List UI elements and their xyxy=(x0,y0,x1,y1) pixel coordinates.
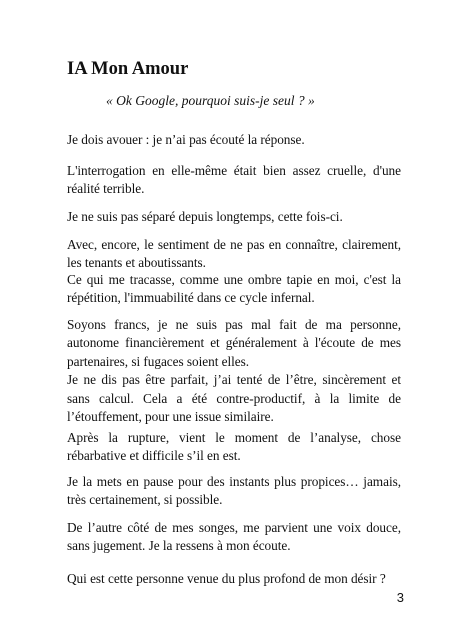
paragraph-7: Après la rupture, vient le moment de l’analyse, chose rébarbative et difficile s’il en est. xyxy=(67,430,401,464)
paragraph-5: Ce qui me tracasse, comme une ombre tapie en moi, c'est la répétition, l'immuabilité dans ce cycle infernal. xyxy=(67,272,401,306)
epigraph: « Ok Google, pourquoi suis-je seul ? » xyxy=(106,93,315,108)
paragraph-4: Avec, encore, le sentiment de ne pas en connaître, clairement, les tenants et aboutissants. xyxy=(67,237,401,271)
paragraph-9: De l’autre côté de mes songes, me parvient une voix douce, sans jugement. Je la ressens à mon écoute. xyxy=(67,520,401,554)
paragraph-6-line-a: Soyons francs, je ne suis pas mal fait de ma personne, autonome financièrement et généralement à l'écoute de mes partenaires, si fugaces soient elles. xyxy=(67,317,401,369)
paragraph-6-line-b: Je ne dis pas être parfait, j’ai tenté de l’être, sincèrement et sans calcul. Cela a été contre-productif, à la limite de l’étouffement, pour une issue similaire. xyxy=(67,372,401,425)
page-title: IA Mon Amour xyxy=(67,59,189,79)
paragraph-6 xyxy=(67,316,401,426)
paragraph-1: Je dois avouer : je n’ai pas écouté la réponse. xyxy=(67,132,305,147)
paragraph-3: Je ne suis pas séparé depuis longtemps, cette fois-ci. xyxy=(67,209,343,224)
page-number: 3 xyxy=(396,590,404,605)
paragraph-10: Qui est cette personne venue du plus profond de mon désir ? xyxy=(67,571,386,586)
paragraph-2: L'interrogation en elle-même était bien assez cruelle, d'une réalité terrible. xyxy=(67,163,401,197)
paragraph-8: Je la mets en pause pour des instants plus propices… jamais, très certainement, si possible. xyxy=(67,474,401,508)
